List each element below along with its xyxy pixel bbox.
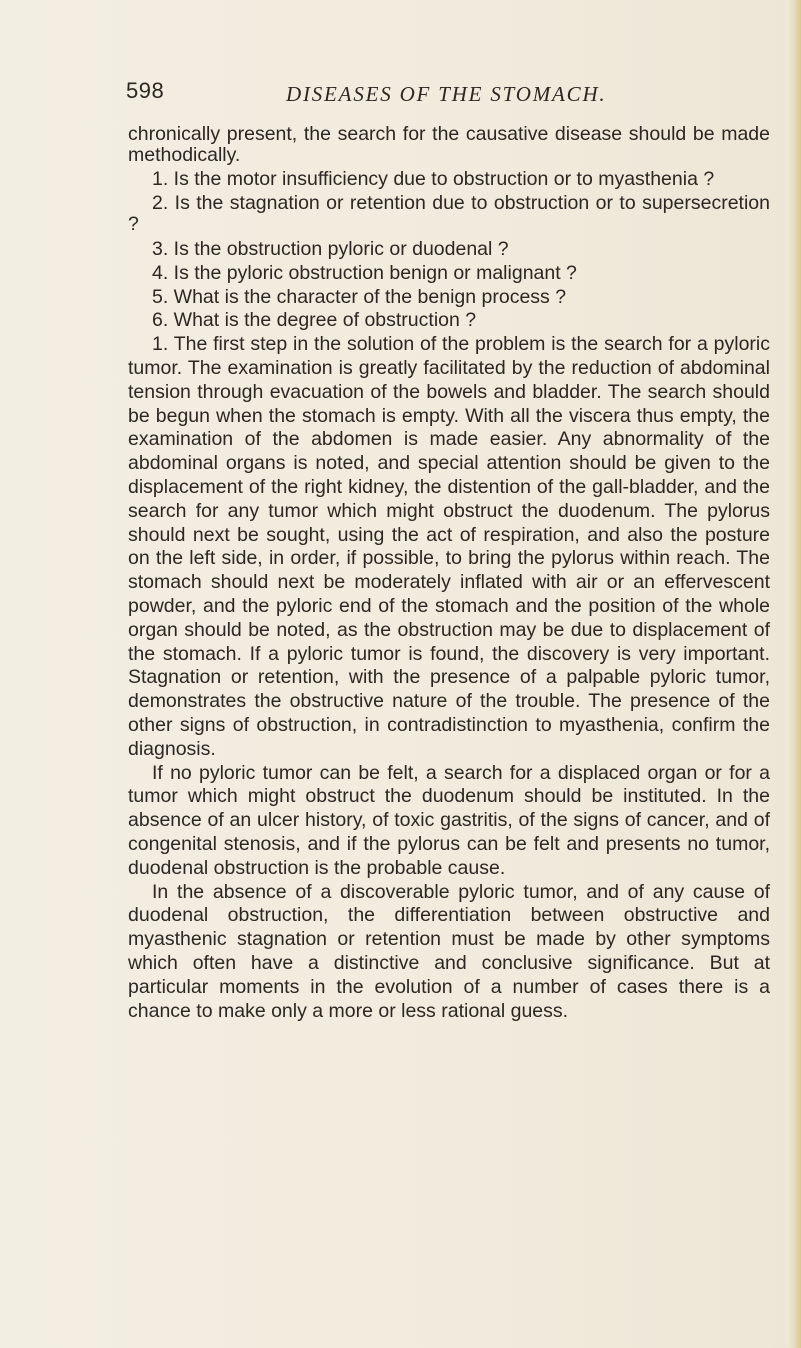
paragraph-pyloric-tumor-search: 1. The first step in the solution of the problem is the search for a pyloric tumor. The examination is greatly facilitated by the reduction of abdominal tension through evacuation of the bowels and bladder. The search should be begun when the stomach is empty. With all the viscera thus empty, the examination of the abdomen is made easier. Any abnormality of the abdominal organs is noted, and special attention should be given to the displacement of the right kidney, the distention of the gall-bladder, and the search for any tumor which might obstruct the duodenum. The pylorus should next be sought, using the act of respiration, and also the posture on the left side, in order, if possible, to bring the pylorus within reach. The stomach should next be moderately inflated with air or an effervescent powder, and the pyloric end of the stomach and the position of the whole organ should be noted, as the obstruction may be due to displacement of the stomach. If a pyloric tumor is found, the discovery is very important. Stagnation or retention, with the presence of a palpable pyloric tumor, demonstrates the obstructive nature of the trouble. The presence of the other signs of obstruction, in contradistinction to myasthenia, confirm the diagnosis. <box>128 333 770 760</box>
question-5: 5. What is the character of the benign process ? <box>152 285 567 308</box>
question-2: 2. Is the stagnation or retention due to obstruction or to supersecretion ? <box>128 192 770 235</box>
paragraph-continuation: chronically present, the search for the causative disease should be made methodically. <box>128 123 770 166</box>
page-header <box>126 78 766 112</box>
question-3: 3. Is the obstruction pyloric or duodenal ? <box>152 238 509 260</box>
question-6: 6. What is the degree of obstruction ? <box>152 309 477 332</box>
paragraph-differentiation: In the absence of a discoverable pyloric tumor, and of any cause of duodenal obstruction, the differentiation between obstructive and myasthenic stagnation or retention must be made by other symptoms which often have a distinctive and conclusive significance. But at particular moments in the evolution of a number of cases there is a chance to make only a more or less rational guess. <box>128 880 770 1022</box>
question-4: 4. Is the pyloric obstruction benign or malignant ? <box>152 261 577 284</box>
paragraph-no-pyloric-tumor: If no pyloric tumor can be felt, a search for a displaced organ or for a tumor which might obstruct the duodenum should be instituted. In the absence of an ulcer history, of toxic gastritis, of the signs of cancer, and of congenital stenosis, and if the pylorus can be felt and presents no tumor, duodenal obstruction is the probable cause. <box>128 761 770 879</box>
running-head: DISEASES OF THE STOMACH. <box>286 82 607 106</box>
page-edge <box>787 0 801 1348</box>
body-text <box>128 124 770 1023</box>
page-number: 598 <box>126 78 165 103</box>
question-1: 1. Is the motor insufficiency due to obstruction or to myasthenia ? <box>152 168 715 190</box>
